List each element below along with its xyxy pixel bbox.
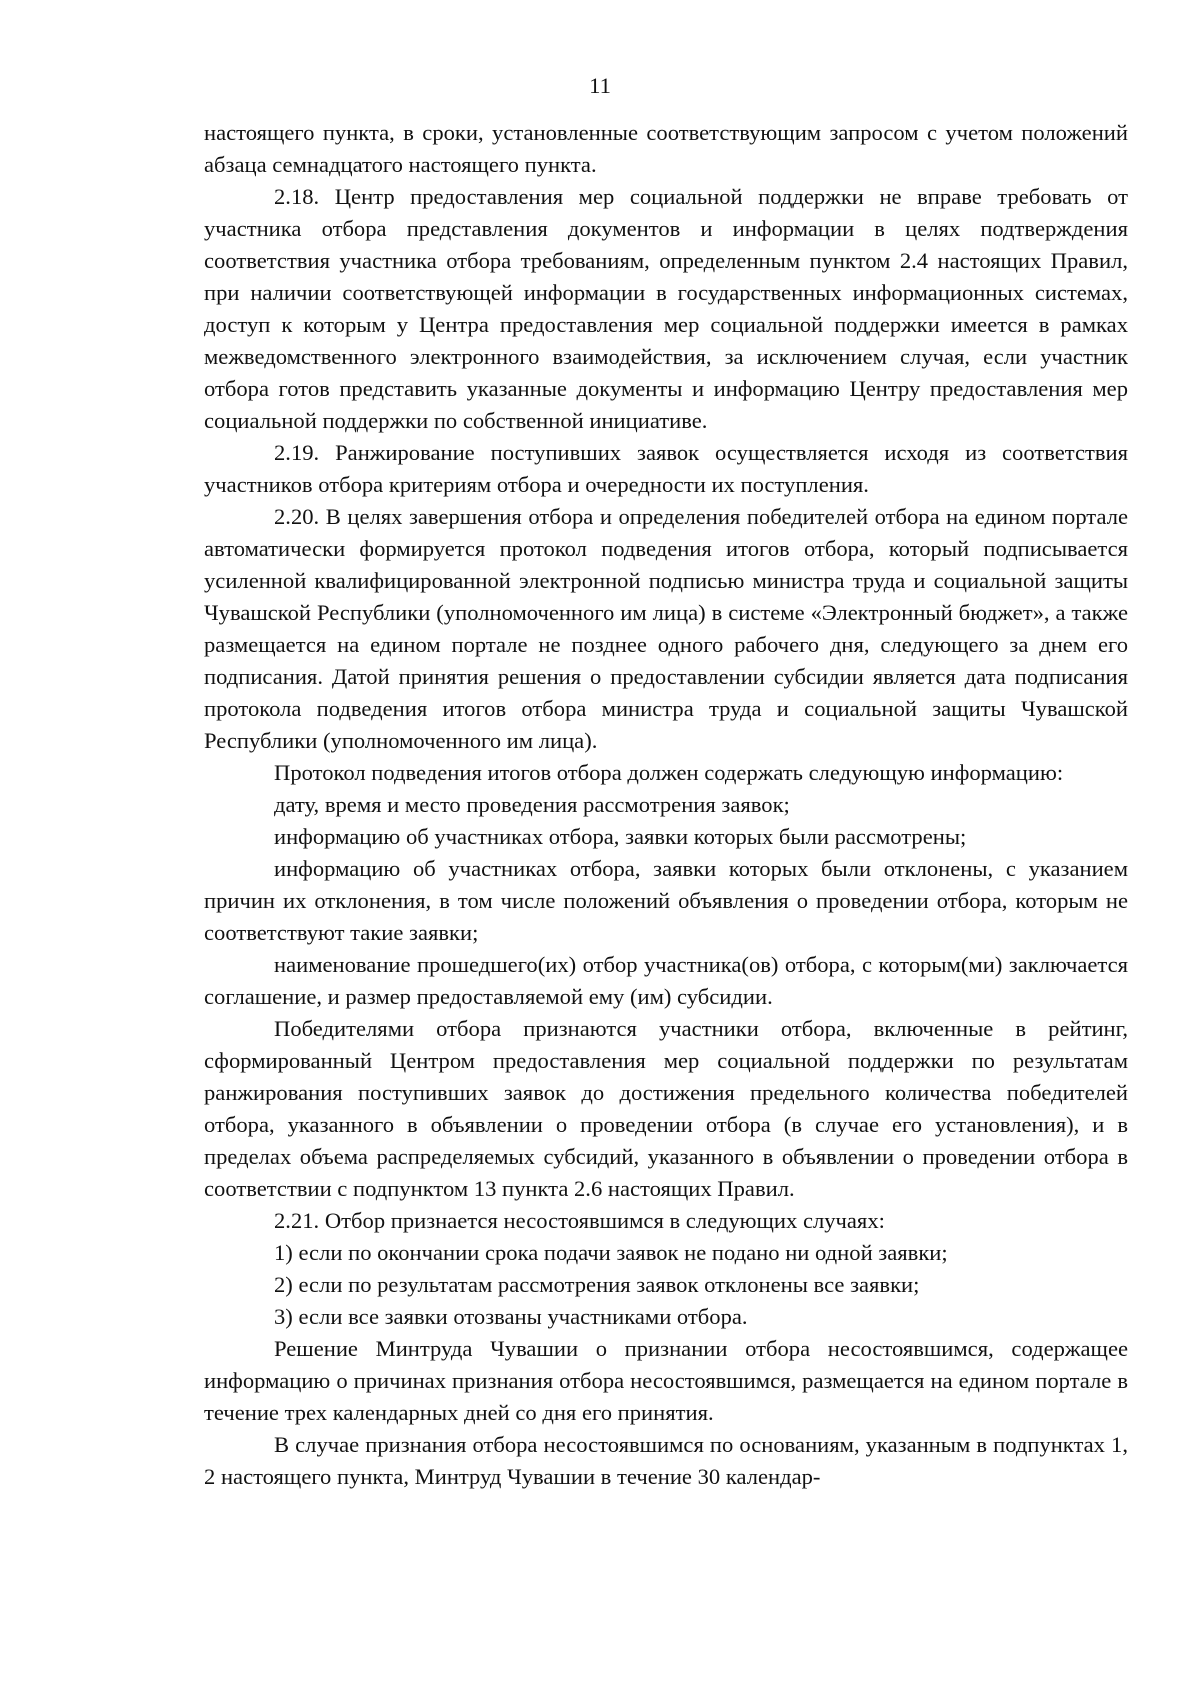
paragraph-2-18: 2.18. Центр предоставления мер социальной поддержки не вправе требовать от участника отбора представления документов и информации в целях подтверждения соответствия участника отбора требованиям, определенным пунктом 2.4 настоящих Правил, при наличии соответствующей информации в государственных информационных системах, доступ к которым у Центра предоставления мер социальной поддержки имеется в рамках межведомственного электронного взаимодействия, за исключением случая, если участник отбора готов представить указанные документы и информацию Центру предоставления мер социальной поддержки по собственной инициативе. (204, 184, 1128, 433)
failure-case-2: 2) если по результатам рассмотрения заявок отклонены все заявки; (274, 1272, 920, 1297)
failure-case-3: 3) если все заявки отозваны участниками отбора. (274, 1304, 748, 1329)
paragraph-continuation: настоящего пункта, в сроки, установленные соответствующим запросом с учетом положений абзаца семнадцатого настоящего пункта. (204, 120, 1128, 177)
paragraph-2-20: 2.20. В целях завершения отбора и определения победителей отбора на едином портале автоматически формируется протокол подведения итогов отбора, который подписывается усиленной квалифицированной электронной подписью министра труда и социальной защиты Чувашской Республики (уполномоченного им лица) в системе «Электронный бюджет», а также размещается на едином портале не позднее одного рабочего дня, следующего за днем его подписания. Датой принятия решения о предоставлении субсидии является дата подписания протокола подведения итогов отбора министра труда и социальной защиты Чувашской Республики (уполномоченного им лица). (204, 504, 1128, 753)
paragraph-winners: Победителями отбора признаются участники отбора, включенные в рейтинг, сформированный Центром предоставления мер социальной поддержки по результатам ранжирования поступивших заявок до достижения предельного количества победителей отбора, указанного в объявлении о проведении отбора (в случае его установления), и в пределах объема распределяемых субсидий, указанного в объявлении о проведении отбора в соответствии с подпунктом 13 пункта 2.6 настоящих Правил. (204, 1016, 1128, 1201)
protocol-item-considered: информацию об участниках отбора, заявки которых были рассмотрены; (274, 824, 967, 849)
document-body (204, 117, 1128, 1493)
paragraph-failed-selection: В случае признания отбора несостоявшимся по основаниям, указанным в подпунктах 1, 2 настоящего пункта, Минтруд Чувашии в течение 30 календар- (204, 1432, 1128, 1489)
protocol-item-winners: наименование прошедшего(их) отбор участника(ов) отбора, с которым(ми) заключается соглашение, и размер предоставляемой ему (им) субсидии. (204, 952, 1128, 1009)
paragraph-decision: Решение Минтруда Чувашии о признании отбора несостоявшимся, содержащее информацию о причинах признания отбора несостоявшимся, размещается на едином портале в течение трех календарных дней со дня его принятия. (204, 1336, 1128, 1425)
page-number: 11 (589, 73, 611, 98)
paragraph-2-19: 2.19. Ранжирование поступивших заявок осуществляется исходя из соответствия участников отбора критериям отбора и очередности их поступления. (204, 440, 1128, 497)
paragraph-2-21: 2.21. Отбор признается несостоявшимся в следующих случаях: (274, 1208, 885, 1233)
protocol-item-date: дату, время и место проведения рассмотрения заявок; (274, 792, 790, 817)
protocol-item-rejected: информацию об участниках отбора, заявки которых были отклонены, с указанием причин их отклонения, в том числе положений объявления о проведении отбора, которым не соответствуют такие заявки; (204, 856, 1128, 945)
failure-case-1: 1) если по окончании срока подачи заявок не подано ни одной заявки; (274, 1240, 948, 1265)
paragraph-protocol-intro: Протокол подведения итогов отбора должен содержать следующую информацию: (274, 760, 1064, 785)
